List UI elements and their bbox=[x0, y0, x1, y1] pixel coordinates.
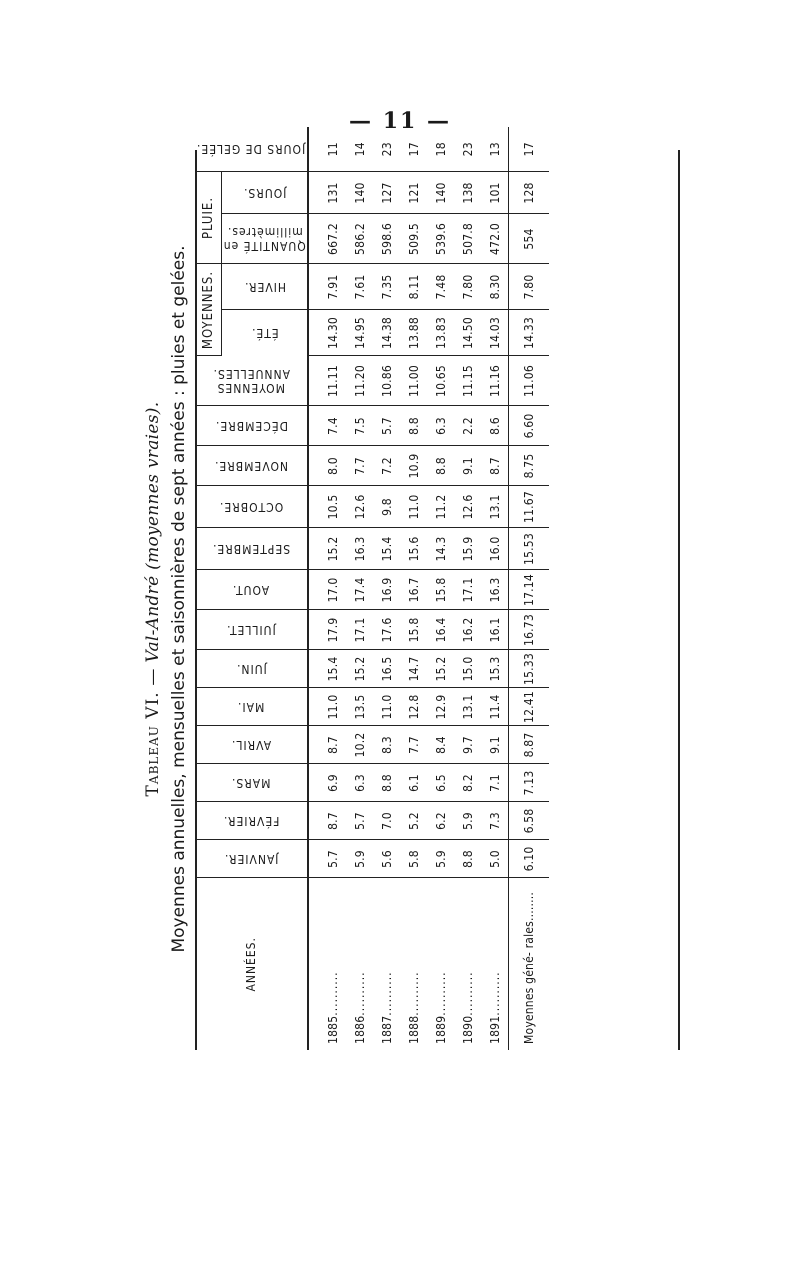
value-cell: 12.8 bbox=[400, 688, 427, 726]
header-gelees bbox=[195, 127, 308, 172]
value-cell: 11.0 bbox=[308, 688, 346, 726]
header-month-mar bbox=[195, 764, 308, 802]
value-cell: 6.3 bbox=[346, 764, 373, 802]
table-row bbox=[373, 127, 400, 1050]
value-cell: 5.0 bbox=[481, 840, 509, 878]
value-cell: 11.0 bbox=[400, 486, 427, 528]
header-month-aug bbox=[195, 570, 308, 610]
value-cell: 8.7 bbox=[308, 802, 346, 840]
value-cell: 12.6 bbox=[454, 486, 481, 528]
value-cell: 2.2 bbox=[454, 406, 481, 446]
value-cell: 11 bbox=[308, 127, 346, 172]
value-cell: 8.8 bbox=[427, 446, 454, 486]
value-cell: 7.7 bbox=[400, 726, 427, 764]
value-cell: 8.4 bbox=[427, 726, 454, 764]
value-cell: 17.6 bbox=[373, 610, 400, 650]
table-title bbox=[143, 148, 167, 1050]
value-cell: 121 bbox=[400, 172, 427, 214]
general-value-cell: 6.58 bbox=[509, 802, 550, 840]
value-cell: 131 bbox=[308, 172, 346, 214]
general-means-row bbox=[509, 127, 550, 1050]
value-cell: 472.0 bbox=[481, 214, 509, 264]
table-row bbox=[346, 127, 373, 1050]
value-cell: 18 bbox=[427, 127, 454, 172]
value-cell: 7.91 bbox=[308, 264, 346, 310]
year-leader-dots: .......... bbox=[460, 971, 475, 1016]
value-cell: 16.3 bbox=[346, 528, 373, 570]
year-label: 1890 bbox=[460, 1015, 475, 1044]
value-cell: 7.0 bbox=[373, 802, 400, 840]
header-pluie-group: PLUIE. bbox=[195, 172, 222, 264]
general-value-cell: 15.53 bbox=[509, 528, 550, 570]
year-leader-dots: .......... bbox=[487, 971, 502, 1016]
value-cell: 8.8 bbox=[373, 764, 400, 802]
value-cell: 23 bbox=[454, 127, 481, 172]
year-cell bbox=[427, 878, 454, 1050]
table-row bbox=[481, 127, 509, 1050]
table-subtitle: Moyennes annuelles, mensuelles et saisonnières de sept années : pluies et gelées. bbox=[169, 245, 189, 953]
table-title-name: Val-André (moyennes vraies). bbox=[143, 401, 163, 663]
value-cell: 8.0 bbox=[308, 446, 346, 486]
header-month-nov bbox=[195, 446, 308, 486]
value-cell: 16.2 bbox=[454, 610, 481, 650]
value-cell: 8.8 bbox=[454, 840, 481, 878]
header-month-may-label: MAI. bbox=[237, 700, 265, 714]
value-cell: 5.7 bbox=[308, 840, 346, 878]
header-annual-label: MOYENNES ANNUELLES. bbox=[212, 367, 290, 395]
value-cell: 14 bbox=[346, 127, 373, 172]
header-month-may bbox=[195, 688, 308, 726]
value-cell: 667.2 bbox=[308, 214, 346, 264]
header-month-jan bbox=[195, 840, 308, 878]
value-cell: 17 bbox=[400, 127, 427, 172]
header-month-jun-label: JUIN. bbox=[235, 662, 267, 676]
value-cell: 13.5 bbox=[346, 688, 373, 726]
value-cell: 6.9 bbox=[308, 764, 346, 802]
value-cell: 5.8 bbox=[400, 840, 427, 878]
value-cell: 14.7 bbox=[400, 650, 427, 688]
header-month-feb bbox=[195, 802, 308, 840]
value-cell: 6.5 bbox=[427, 764, 454, 802]
header-jours-label: JOURS. bbox=[242, 185, 287, 200]
general-value-cell: 16.73 bbox=[509, 610, 550, 650]
header-month-jan-label: JANVIER. bbox=[223, 852, 279, 866]
value-cell: 138 bbox=[454, 172, 481, 214]
value-cell: 11.20 bbox=[346, 356, 373, 406]
value-cell: 15.3 bbox=[481, 650, 509, 688]
table-title-dash: — bbox=[143, 662, 163, 692]
value-cell: 16.4 bbox=[427, 610, 454, 650]
table-row bbox=[427, 127, 454, 1050]
value-cell: 7.80 bbox=[454, 264, 481, 310]
value-cell: 539.6 bbox=[427, 214, 454, 264]
value-cell: 16.9 bbox=[373, 570, 400, 610]
header-month-jul bbox=[195, 610, 308, 650]
value-cell: 16.7 bbox=[400, 570, 427, 610]
year-leader-dots: .......... bbox=[325, 971, 340, 1016]
value-cell: 15.8 bbox=[427, 570, 454, 610]
header-month-oct bbox=[195, 486, 308, 528]
table-body bbox=[308, 127, 549, 1050]
header-month-jul-label: JUILLET. bbox=[226, 623, 276, 637]
value-cell: 10.65 bbox=[427, 356, 454, 406]
value-cell: 11.11 bbox=[308, 356, 346, 406]
general-value-cell: 7.80 bbox=[509, 264, 550, 310]
value-cell: 12.6 bbox=[346, 486, 373, 528]
general-value-cell: 6.10 bbox=[509, 840, 550, 878]
header-quantite bbox=[222, 214, 308, 264]
value-cell: 8.7 bbox=[308, 726, 346, 764]
value-cell: 5.6 bbox=[373, 840, 400, 878]
value-cell: 10.9 bbox=[400, 446, 427, 486]
header-years-label: ANNÉES. bbox=[244, 937, 258, 992]
year-label: 1886 bbox=[352, 1015, 367, 1044]
value-cell: 17.9 bbox=[308, 610, 346, 650]
value-cell: 13.1 bbox=[454, 688, 481, 726]
year-leader-dots: .......... bbox=[379, 971, 394, 1016]
general-value-cell: 128 bbox=[509, 172, 550, 214]
value-cell: 6.3 bbox=[427, 406, 454, 446]
year-cell bbox=[400, 878, 427, 1050]
header-month-sep-label: SEPTEMBRE. bbox=[211, 542, 291, 556]
value-cell: 7.2 bbox=[373, 446, 400, 486]
value-cell: 17.1 bbox=[346, 610, 373, 650]
climate-table bbox=[195, 127, 549, 1050]
value-cell: 15.8 bbox=[400, 610, 427, 650]
value-cell: 13.1 bbox=[481, 486, 509, 528]
value-cell: 5.9 bbox=[454, 802, 481, 840]
year-cell bbox=[373, 878, 400, 1050]
header-month-sep bbox=[195, 528, 308, 570]
value-cell: 9.1 bbox=[454, 446, 481, 486]
value-cell: 9.7 bbox=[454, 726, 481, 764]
year-leader-dots: .......... bbox=[406, 971, 421, 1016]
header-years bbox=[195, 878, 308, 1050]
header-gelees-label: JOURS DE GELÉE. bbox=[196, 142, 306, 157]
table-title-lead: Tableau VI. bbox=[143, 691, 163, 797]
value-cell: 16.0 bbox=[481, 528, 509, 570]
header-ete-label: ÉTÉ. bbox=[250, 326, 279, 341]
value-cell: 14.50 bbox=[454, 310, 481, 356]
value-cell: 13.83 bbox=[427, 310, 454, 356]
year-cell bbox=[346, 878, 373, 1050]
value-cell: 8.11 bbox=[400, 264, 427, 310]
header-month-jun bbox=[195, 650, 308, 688]
value-cell: 11.0 bbox=[373, 688, 400, 726]
header-hiver bbox=[222, 264, 308, 310]
value-cell: 11.15 bbox=[454, 356, 481, 406]
value-cell: 17.1 bbox=[454, 570, 481, 610]
general-value-cell: 8.87 bbox=[509, 726, 550, 764]
value-cell: 7.5 bbox=[346, 406, 373, 446]
value-cell: 8.8 bbox=[400, 406, 427, 446]
value-cell: 13.88 bbox=[400, 310, 427, 356]
value-cell: 15.4 bbox=[308, 650, 346, 688]
general-value-cell: 8.75 bbox=[509, 446, 550, 486]
year-leader-dots: .......... bbox=[352, 971, 367, 1016]
header-month-mar-label: MARS. bbox=[231, 776, 271, 790]
value-cell: 10.2 bbox=[346, 726, 373, 764]
value-cell: 11.2 bbox=[427, 486, 454, 528]
value-cell: 9.8 bbox=[373, 486, 400, 528]
year-label: 1891 bbox=[487, 1015, 502, 1044]
value-cell: 7.3 bbox=[481, 802, 509, 840]
year-label: 1887 bbox=[379, 1015, 394, 1044]
value-cell: 586.2 bbox=[346, 214, 373, 264]
table-row bbox=[400, 127, 427, 1050]
value-cell: 15.4 bbox=[373, 528, 400, 570]
header-moyennes-group: MOYENNES. bbox=[195, 264, 222, 356]
general-value-cell: 17 bbox=[509, 127, 550, 172]
value-cell: 14.03 bbox=[481, 310, 509, 356]
value-cell: 14.38 bbox=[373, 310, 400, 356]
value-cell: 15.2 bbox=[346, 650, 373, 688]
value-cell: 12.9 bbox=[427, 688, 454, 726]
header-month-nov-label: NOVEMBRE. bbox=[213, 459, 289, 473]
year-label: 1888 bbox=[406, 1015, 421, 1044]
value-cell: 17.4 bbox=[346, 570, 373, 610]
header-month-apr bbox=[195, 726, 308, 764]
value-cell: 9.1 bbox=[481, 726, 509, 764]
value-cell: 127 bbox=[373, 172, 400, 214]
value-cell: 15.2 bbox=[427, 650, 454, 688]
value-cell: 14.30 bbox=[308, 310, 346, 356]
value-cell: 10.86 bbox=[373, 356, 400, 406]
header-month-feb-label: FÉVRIER. bbox=[222, 814, 280, 828]
value-cell: 8.6 bbox=[481, 406, 509, 446]
rotated-table-page bbox=[143, 142, 678, 1050]
value-cell: 7.48 bbox=[427, 264, 454, 310]
value-cell: 6.1 bbox=[400, 764, 427, 802]
header-month-dec bbox=[195, 406, 308, 446]
general-value-cell: 11.67 bbox=[509, 486, 550, 528]
value-cell: 101 bbox=[481, 172, 509, 214]
header-ete bbox=[222, 310, 308, 356]
value-cell: 598.6 bbox=[373, 214, 400, 264]
value-cell: 5.7 bbox=[346, 802, 373, 840]
value-cell: 5.9 bbox=[346, 840, 373, 878]
general-value-cell: 15.33 bbox=[509, 650, 550, 688]
value-cell: 5.7 bbox=[373, 406, 400, 446]
general-value-cell: 6.60 bbox=[509, 406, 550, 446]
value-cell: 16.1 bbox=[481, 610, 509, 650]
value-cell: 15.0 bbox=[454, 650, 481, 688]
value-cell: 8.30 bbox=[481, 264, 509, 310]
header-jours bbox=[222, 172, 308, 214]
page-number: — 11 — bbox=[349, 108, 451, 134]
general-value-cell: 12.41 bbox=[509, 688, 550, 726]
year-cell bbox=[308, 878, 346, 1050]
value-cell: 10.5 bbox=[308, 486, 346, 528]
value-cell: 140 bbox=[346, 172, 373, 214]
year-label: 1885 bbox=[325, 1015, 340, 1044]
value-cell: 8.7 bbox=[481, 446, 509, 486]
value-cell: 16.5 bbox=[373, 650, 400, 688]
value-cell: 7.61 bbox=[346, 264, 373, 310]
value-cell: 7.35 bbox=[373, 264, 400, 310]
general-value-cell: 14.33 bbox=[509, 310, 550, 356]
value-cell: 15.6 bbox=[400, 528, 427, 570]
header-month-oct-label: OCTOBRE. bbox=[218, 500, 284, 514]
value-cell: 16.3 bbox=[481, 570, 509, 610]
value-cell: 7.4 bbox=[308, 406, 346, 446]
value-cell: 15.2 bbox=[308, 528, 346, 570]
general-value-cell: 11.06 bbox=[509, 356, 550, 406]
general-means-label: Moyennes géné- rales........ bbox=[509, 878, 550, 1050]
year-cell bbox=[454, 878, 481, 1050]
value-cell: 11.00 bbox=[400, 356, 427, 406]
value-cell: 15.9 bbox=[454, 528, 481, 570]
year-label: 1889 bbox=[433, 1015, 448, 1044]
value-cell: 11.4 bbox=[481, 688, 509, 726]
value-cell: 507.8 bbox=[454, 214, 481, 264]
value-cell: 11.16 bbox=[481, 356, 509, 406]
table-row bbox=[308, 127, 346, 1050]
value-cell: 13 bbox=[481, 127, 509, 172]
year-cell bbox=[481, 878, 509, 1050]
header-month-aug-label: AOUT. bbox=[232, 583, 270, 597]
header-month-dec-label: DÉCEMBRE. bbox=[214, 419, 288, 433]
header-quantite-label: QUANTITÉ en millimètres. bbox=[223, 224, 307, 253]
value-cell: 7.1 bbox=[481, 764, 509, 802]
value-cell: 6.2 bbox=[427, 802, 454, 840]
table-row bbox=[454, 127, 481, 1050]
value-cell: 8.2 bbox=[454, 764, 481, 802]
value-cell: 7.7 bbox=[346, 446, 373, 486]
value-cell: 14.3 bbox=[427, 528, 454, 570]
value-cell: 140 bbox=[427, 172, 454, 214]
general-value-cell: 17.14 bbox=[509, 570, 550, 610]
value-cell: 17.0 bbox=[308, 570, 346, 610]
header-annual bbox=[195, 356, 308, 406]
value-cell: 509.5 bbox=[400, 214, 427, 264]
header-month-apr-label: AVRIL. bbox=[230, 738, 272, 752]
value-cell: 5.2 bbox=[400, 802, 427, 840]
year-leader-dots: .......... bbox=[433, 971, 448, 1016]
general-value-cell: 554 bbox=[509, 214, 550, 264]
general-value-cell: 7.13 bbox=[509, 764, 550, 802]
value-cell: 8.3 bbox=[373, 726, 400, 764]
value-cell: 14.95 bbox=[346, 310, 373, 356]
value-cell: 5.9 bbox=[427, 840, 454, 878]
value-cell: 23 bbox=[373, 127, 400, 172]
header-hiver-label: HIVER. bbox=[243, 280, 286, 294]
